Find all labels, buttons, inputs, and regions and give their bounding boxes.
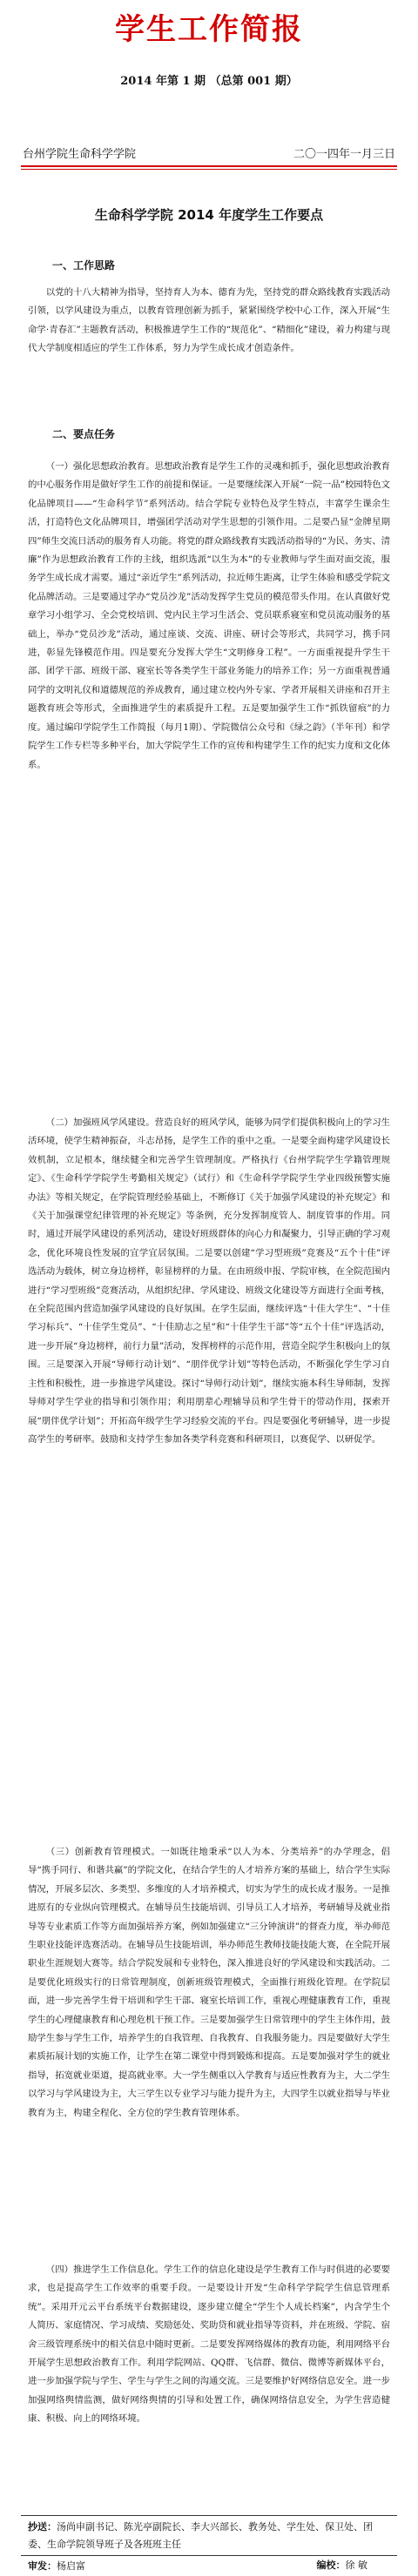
compiler-line (317, 2558, 368, 2572)
editor-label: 审发： (28, 2560, 57, 2572)
header-rule-thin (21, 169, 397, 170)
task-ideology-paragraph: （一）强化思想政治教育。思想政治教育是学生工作的灵魂和抓手，强化思想政治教育的中心服务作用是做好学生工作的前提和保证。一是要继续深入开展“一院一品”校园特色文化品牌项目——“生命科学节”系列活动。结合学院专业特色及学生特点，丰富学生课余生活，打造特色文化品牌项目，增强团学活动对学生思想的引领作用。二是要凸显“金牌星期四”师生交流日活动的服务育人功能。将党的群众路线教育实践活动指导的“为民、务实、清廉”作为思想政治教育工作的主线，组织选派“以生为本”的专业教师与学生面对面交流，服务学生成长成才需要。通过“亲近学生”系列活动，拉近师生距离，让学生体验和感受学院文化品牌活动。三是要通过学办“党员沙龙”活动发挥学生党员的模范带头作用。在认真做好党章学习小组学习、全会党校培训、党内民主学习生活会、党员联系寝室和党员流动服务的基础上，举办“党员沙龙”活动，通过座谈、交流、讲座、研讨会等形式，共同学习，携手同进，彰显先锋模范作用。四是要充分发挥大学生“文明修身工程”。一方面重视提升学生干部、团学干部、班级干部、寝室长等各类学生干部业务能力的培养工作；另一方面重视普通同学的文明礼仪和道德规范的养成教育，通过建立校内外专家、学者开展相关讲座和召开主题教育班会等形式，全面推进学生的素质提升工程。五是要加强学生工作“抓铁留痕”的力度。通过编印学院学生工作简报（每月1期）、学院微信公众号和《绿之韵》（半年刊）和学院学生工作专栏等多种平台，加大学院学生工作的宣传和构建学生工作的纪实力度和文化体系。 (28, 461, 390, 770)
task-study-style-paragraph: （二）加强班风学风建设。营造良好的班风学风，能够为同学们提供积极向上的学习生活环境，使学生精神振奋，斗志昂扬，是学生工作的重中之重。一是要全面构建学风建设长效机制，立足根本，继续健全和完善学生管理制度。严格执行《台州学院学生学籍管理规定》、《生命科学学院学生考勤相关规定》（试行）和《生命科学学院学生学业四级预警实施办法》等相关规定，在学院管理经验基础上，不断修订《关于加强学风建设的补充规定》和《关于加强课堂纪律管理的补充规定》等条例，充分发挥制度管人、制度管事的作用。同时，通过开展学风建设的系列活动，建设好班级群体的向心力和凝聚力，引导正确的学习观念，优化环境良性发展的宜学宜居氛围。二是要以创建“学习型班级”竞赛及“五个十佳”评选活动为载体，树立身边榜样，彰显榜样的力量。在由班级申报、学院审核，在全院范围内进行“学习型班级”竞赛活动，从组织纪律、学风建设、班级文化建设等方面进行全面考核，在全院范围内营造加强学风建设的良好氛围。在学生层面，继续评选“十佳大学生”、“十佳学习标兵”、“十佳学生党员”、“十佳励志之星”和“十佳学生干部”等“五个十佳”评选活动，进一步开展“身边榜样，前行力量”活动，发挥榜样的示范作用，营造全院学生积极向上的氛围。三是要深入开展“导师行动计划”、“朋伴优学计划”等特色活动，不断强化学生学习自主性和积极性，进一步推进学风建设。探讨“导师行动计划”，继续实施本科生导师制，发挥导师对学生学业的指导和引领作用；利用朋辈心理辅导员和学生骨干的带动作用，探索开展“朋伴优学计划”；开拓高年级学生学习经验交流的平台。四是要强化考研辅导，进一步提高学生的考研率。鼓励和支持学生参加各类学科竞赛和科研项目，以赛促学、以研促学。 (28, 1117, 390, 1445)
approach-paragraph: 以党的十八大精神为指导，坚持育人为本、德育为先，坚持党的群众路线教育实践活动引领，以学风建设为重点，以教育管理创新为抓手，紧紧围绕学校中心工作，深入开展“生命学·青春汇”主题教育活动，积极推进学生工作的“规范化”、“精细化”建设，着力构建与现代大学制度相适应的学生工作体系，努力为学生成长成才创造条件。 (28, 287, 390, 354)
compiler-name: 徐 敏 (345, 2559, 367, 2571)
issuer-row (21, 144, 397, 162)
document-title: 生命科学学院 2014 年度学生工作要点 (94, 207, 324, 223)
header-rule-thick (21, 165, 397, 167)
issuer-org: 台州学院生命科学学院 (23, 148, 137, 161)
issue-number: 2014 年第 1 期 （总第 001 期） (120, 75, 298, 88)
section-heading-tasks: 二、要点任务 (52, 428, 116, 440)
section-heading-approach: 一、工作思路 (52, 259, 116, 272)
masthead-title: 学生工作简报 (115, 12, 303, 47)
compiler-label: 编校： (316, 2559, 346, 2571)
issue-date: 二〇一四年一月三日 (293, 148, 395, 161)
footer-rule-mid (21, 2555, 397, 2556)
task-informatization-paragraph: （四）推进学生工作信息化。学生工作的信息化建设是学生教育工作与时俱进的必要要求，也是提高学生工作效率的重要手段。一是要设计开发“生命科学学院学生信息管理系统”。采用开元云平台系统平台数据建设，逐步建立健全“学生个人成长档案”，内含学生个人简历、家庭情况、学习成绩、奖励惩处、奖助贷和就业指导等资料，并在班级、学院、宿舍三级管理系统中的相关信息中随时更新。二是要发挥网络媒体的教育功能，利用网络平台开展学生思想政治教育工作。利用学院网站、QQ群、飞信群、微信、微博等新媒体平台，进一步加强学院与学生、学生与学生之间的沟通交流。三是要维护好网络信息安全。进一步加强网络舆情监测，做好网络舆情的引导和处置工作，确保网络信息安全，为学生营造健康、积极、向上的网络环境。 (28, 2264, 390, 2425)
task-management-paragraph: （三）创新教育管理模式。一如既往地秉承“以人为本、分类培养”的办学理念，倡导“携手同行、和谐共赢”的学院文化，在结合学生的人才培养方案的基础上，结合学生实际情况，开展多层次、多类型、多维度的人才培养模式，切实为学生的成长成才服务。一是推进原有的专业纵向管理模式。在辅导员生技能培训、引导员工人才培养，考研辅导及就业指导等专业素质工作等方面加强培养方案，例如加强建立“三分钟演讲”的督查力度，举办师范生职业技能评选赛活动。在辅导员生技能培训，举办师范生教师技能技能大赛，在全院开展职业生涯规划大赛等。结合学院发展和专业特色，深入推进良好的学风建设和实践活动。二是要优化班级实行的日常管理制度，创新班级管理模式，全面推行班级化管理。在学院层面，进一步完善学生骨干培训和学生干部、寝室长培训工作，重视心理健康教育工作，重视学生的心理健康教育和心理危机干预工作。三是要加强学生日常管理中的学生主体作用，鼓励学生参与学生工作，培养学生的自我管理、自我教育、自我服务能力。四是要做好大学生素质拓展计划的实施工作，让学生在第二课堂中得到锻炼和提高。五是要加强对学生的就业指导，拓宽就业渠道，提高就业率。大一学生侧重以入学教育与适应性教育为主，大二学生以学习与学风建设为主，大三学生以专业学习与能力提升为主，大四学生以就业指导与毕业教育为主，构建全程化、全方位的学生教育管理体系。 (28, 1847, 390, 2118)
editor-name: 杨启富 (57, 2560, 85, 2572)
cc-list (28, 2519, 390, 2553)
cc-recipients: 汤尚申副书记、陈光亭副院长、李大兴部长、教务处、学生处、保卫处、团委、生命学院领导班子及各班班主任 (28, 2521, 373, 2550)
footer-rule-top (21, 2515, 397, 2516)
cc-label: 抄送： (28, 2521, 57, 2532)
